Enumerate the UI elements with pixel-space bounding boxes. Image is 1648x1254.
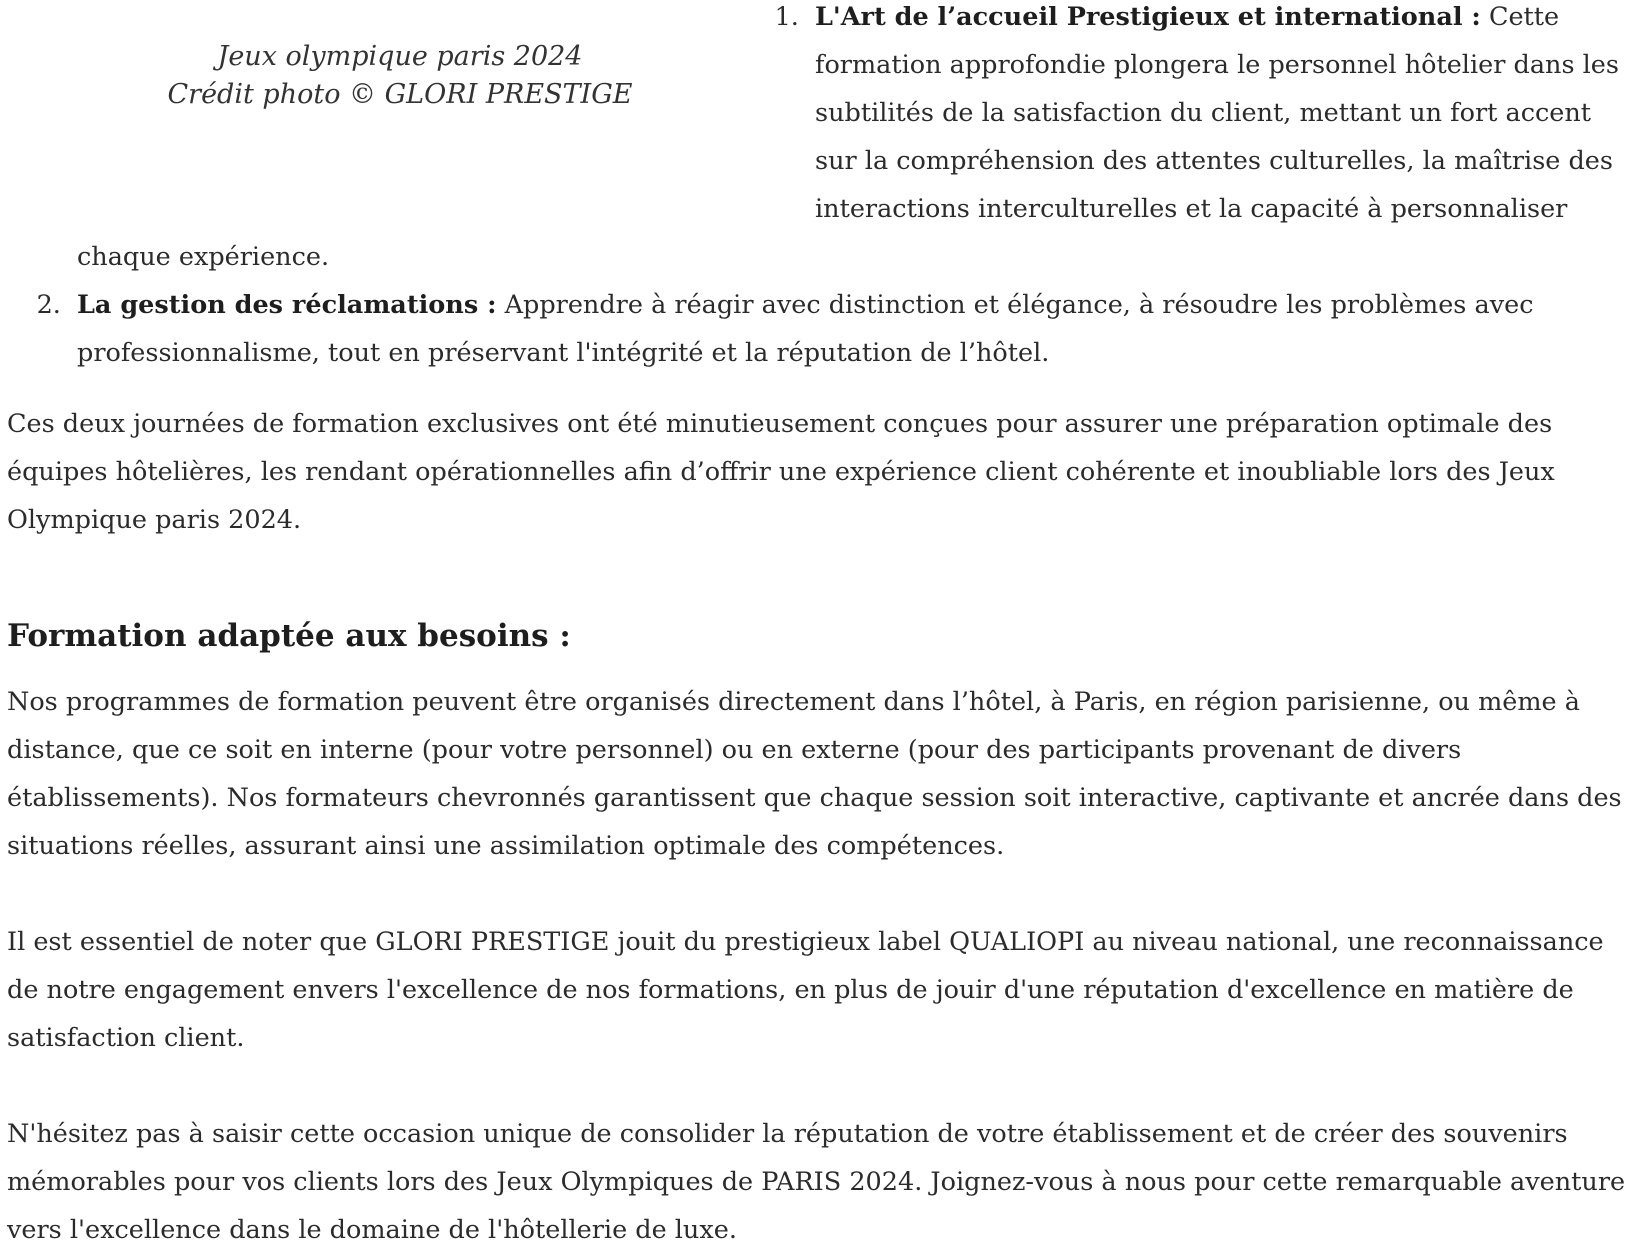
list-item-text: Apprendre à réagir avec distinction et élégance, à résoudre les problèmes avec professionnalisme, tout en préservant l'intégrité et la réputation de l’hôtel.	[77, 290, 1534, 368]
section-heading: Formation adaptée aux besoins :	[7, 618, 571, 654]
paragraph-programmes: Nos programmes de formation peuvent être organisés directement dans l’hôtel, à Paris, en région parisienne, ou même à distance, que ce soit en interne (pour votre personnel) ou en externe (pour des participants provenant de divers établissements). Nos formateurs chevronnés garantissent que chaque session soit interactive, captivante et ancrée dans des situations réelles, assurant ainsi une assimilation optimale des compétences.	[7, 687, 1622, 861]
article-body	[7, 0, 1628, 1254]
caption-line-credit: Crédit photo © GLORI PRESTIGE	[167, 79, 633, 110]
paragraph-invitation: N'hésitez pas à saisir cette occasion unique de consolider la réputation de votre établissement et de créer des souvenirs mémorables pour vos clients lors des Jeux Olympiques de PARIS 2024. Joignez-vous à nous pour cette remarquable aventure vers l'excellence dans le domaine de l'hôtellerie de luxe.	[7, 1119, 1626, 1245]
caption-line-title: Jeux olympique paris 2024	[217, 41, 583, 72]
paragraph-qualiopi: Il est essentiel de noter que GLORI PRESTIGE jouit du prestigieux label QUALIOPI au niveau national, une reconnaissance de notre engagement envers l'excellence de nos formations, en plus de jouir d'une réputation d'excellence en matière de satisfaction client.	[7, 927, 1604, 1053]
list-item	[69, 281, 1628, 377]
figure-placeholder	[7, 0, 815, 193]
list-item-text: Cette formation approfondie plongera le personnel hôtelier dans les subtilités de la satisfaction du client, mettant un fort accent sur la compréhension des attentes culturelles, la maîtrise des interactions interculturelles et la capacité à personnaliser chaque expérience.	[77, 2, 1619, 272]
list-item-title: La gestion des réclamations :	[77, 290, 497, 320]
list-item-title: L'Art de l’accueil Prestigieux et international :	[815, 2, 1481, 32]
intro-paragraph: Ces deux journées de formation exclusives ont été minutieusement conçues pour assurer une préparation optimale des équipes hôtelières, les rendant opérationnelles afin d’offrir une expérience client cohérente et inoubliable lors des Jeux Olympique paris 2024.	[7, 409, 1555, 535]
